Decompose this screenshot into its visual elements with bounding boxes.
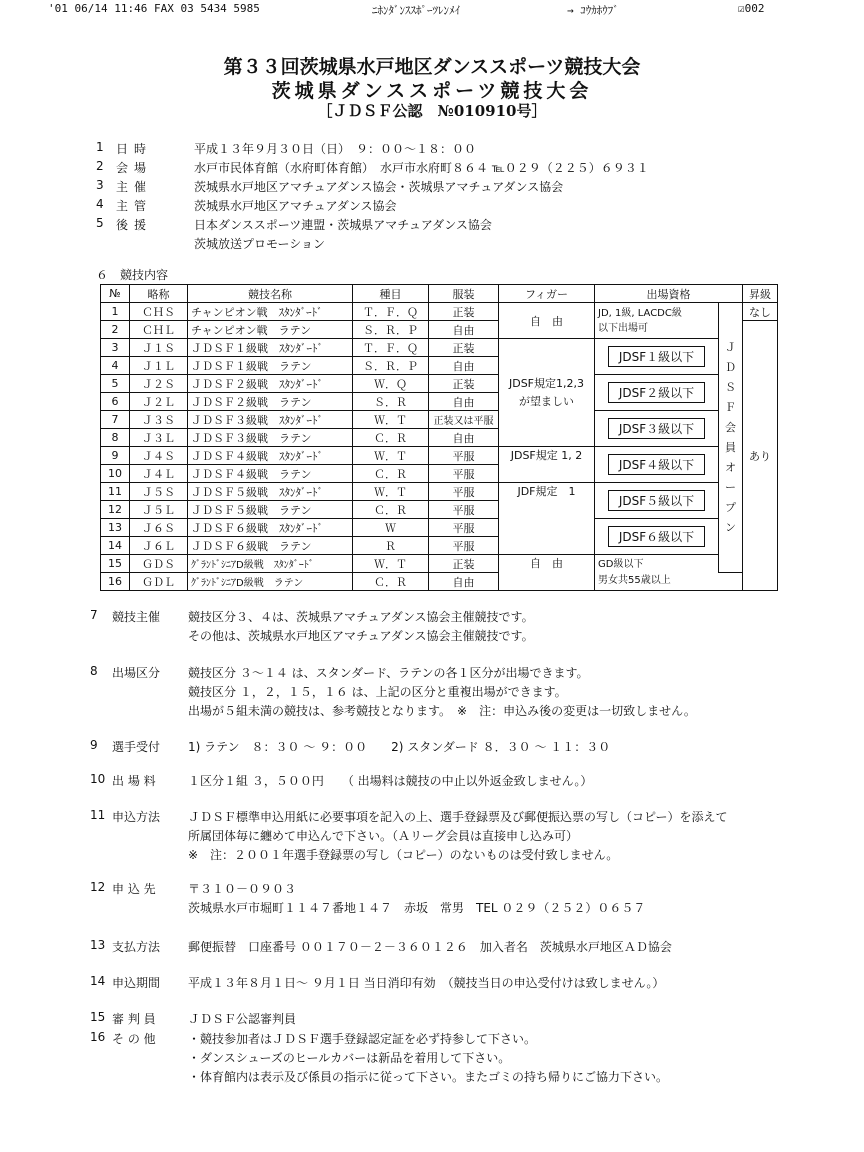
qual-level-6 — [595, 519, 719, 555]
info-row — [96, 216, 796, 234]
section-body — [188, 772, 592, 791]
info-number: 1 — [96, 140, 104, 154]
row-attire: 平服 — [429, 501, 499, 519]
header-dances: 種目 — [353, 285, 429, 303]
promotion-none: なし — [743, 303, 778, 321]
qual-level-1-box: JDSF１級以下 — [608, 346, 705, 367]
row-attire: 平服 — [429, 519, 499, 537]
section-number: 10 — [90, 772, 106, 786]
section-line: 競技区分 １，２，１５，１６ は、上記の区分と重複出場ができます。 — [188, 685, 567, 699]
section-key: 申込期間 — [112, 976, 161, 990]
section-body — [188, 938, 672, 957]
row-event-name: ＪＤＳＦ５級戦 ラテン — [188, 501, 353, 519]
info-row — [96, 140, 796, 158]
row-dances: Ｔ．Ｆ．Ｑ — [353, 303, 429, 321]
row-attire: 平服 — [429, 465, 499, 483]
fax-header-left: '01 06/14 11:46 FAX 03 5434 5985 — [48, 2, 260, 15]
section-line: ＪＤＳＦ標準申込用紙に必要事項を記入の上、選手登録票及び郵便振込票の写し（コピー）を添えて — [188, 810, 728, 824]
section-line: 競技区分 ３～１４ は、スタンダード、ラテンの各１区分が出場できます。 — [188, 666, 589, 680]
header-no: № — [101, 285, 130, 303]
figure-jdf-1: JDF規定 1 — [499, 483, 595, 555]
info-number: 4 — [96, 197, 104, 211]
info-value: 水戸市民体育館（水府町体育館） 水戸市水府町８６４ ℡０２９（２２５）６９３１ — [194, 161, 649, 175]
row-dances: Ｗ．Ｔ — [353, 555, 429, 573]
info-number: 5 — [96, 216, 104, 230]
info-value: 茨城県水戸地区アマチュアダンス協会 — [194, 199, 397, 213]
info-row — [96, 235, 796, 253]
section-key: 申 込 先 — [112, 882, 156, 896]
info-number: 2 — [96, 159, 104, 173]
info-key: 日時 — [116, 142, 153, 156]
qual-level-3 — [595, 411, 719, 447]
section-body — [188, 974, 664, 993]
row-dances: Ｓ．Ｒ．Ｐ — [353, 321, 429, 339]
fax-header-recipient: → ｺｳｶﾎｳﾌﾞ — [567, 4, 619, 17]
row-no: 13 — [101, 519, 130, 537]
fax-header-sender: ﾆﾎﾝﾀﾞﾝｽｽﾎﾟｰﾂﾚﾝﾒｲ — [372, 4, 460, 17]
row-abbr: Ｊ３Ｌ — [130, 429, 188, 447]
section-line: 1) ラテン ８：３０ ～ ９：００ 2) スタンダード ８．３０ ～ １１：３０ — [188, 740, 611, 754]
row-abbr: Ｊ３Ｓ — [130, 411, 188, 429]
section-line: ＪＤＳＦ公認審判員 — [188, 1012, 297, 1026]
row-event-name: ＪＤＳＦ４級戦 ラテン — [188, 465, 353, 483]
row-no: 7 — [101, 411, 130, 429]
section-number: 16 — [90, 1030, 106, 1044]
row-abbr: Ｊ２Ｓ — [130, 375, 188, 393]
row-no: 3 — [101, 339, 130, 357]
row-event-name: ＪＤＳＦ４級戦 ｽﾀﾝﾀﾞｰﾄﾞ — [188, 447, 353, 465]
row-no: 2 — [101, 321, 130, 339]
section-key: 出場区分 — [112, 666, 161, 680]
section-line: １区分１組 ３，５００円 （ 出場料は競技の中止以外返金致しません。） — [188, 774, 593, 788]
figure-jdsf-123-line1: JDSF規定1,2,3 — [508, 376, 584, 390]
section-body — [188, 1030, 668, 1087]
row-no: 9 — [101, 447, 130, 465]
section-body — [188, 608, 534, 646]
section-number: 11 — [90, 808, 106, 822]
figure-free-grand: 自 由 — [499, 555, 595, 591]
row-no: 14 — [101, 537, 130, 555]
row-attire: 正装 — [429, 555, 499, 573]
section-number: 13 — [90, 938, 106, 952]
row-event-name: ｸﾞﾗﾝﾄﾞｼﾆｱD級戦 ｽﾀﾝﾀﾞｰﾄﾞ — [188, 555, 353, 573]
section-number: 12 — [90, 880, 106, 894]
section-body — [188, 808, 728, 865]
row-no: 16 — [101, 573, 130, 591]
section-key: 出 場 料 — [112, 774, 156, 788]
info-key: 主管 — [116, 199, 153, 213]
row-attire: 平服 — [429, 537, 499, 555]
info-key: 会場 — [116, 161, 153, 175]
header-attire: 服装 — [429, 285, 499, 303]
figure-jdsf-12: JDSF規定 1, 2 — [499, 447, 595, 483]
row-attire: 正装 — [429, 303, 499, 321]
row-attire: 自由 — [429, 321, 499, 339]
row-event-name: チャンピオン戦 ｽﾀﾝﾀﾞｰﾄﾞ — [188, 303, 353, 321]
qual-level-2-box: JDSF２級以下 — [608, 382, 705, 403]
competition-table — [100, 284, 778, 591]
row-event-name: ＪＤＳＦ２級戦 ｽﾀﾝﾀﾞｰﾄﾞ — [188, 375, 353, 393]
qual-level-5 — [595, 483, 719, 519]
section-number: 7 — [90, 608, 98, 622]
title-sub: 茨城県ダンススポーツ競技大会 — [271, 80, 593, 102]
row-no: 6 — [101, 393, 130, 411]
row-event-name: ｸﾞﾗﾝﾄﾞｼﾆｱD級戦 ラテン — [188, 573, 353, 591]
row-dances: Ｃ．Ｒ — [353, 573, 429, 591]
qual-grand-senior — [595, 555, 743, 591]
qual-level-1 — [595, 339, 719, 375]
section-line: 出場が５組未満の競技は、参考競技となります。 ※ 注：申込み後の変更は一切致しません。 — [188, 704, 696, 718]
row-abbr: Ｊ１Ｓ — [130, 339, 188, 357]
row-attire: 平服 — [429, 483, 499, 501]
section-line: 所属団体毎に纏めて申込んで下さい。（Ａリーグ会員は直接申し込み可） — [188, 829, 579, 843]
table-row — [101, 447, 778, 465]
info-value: 平成１３年９月３０日（日） ９：００～１８：００ — [194, 142, 477, 156]
info-row — [96, 178, 796, 196]
section-line: その他は、茨城県水戸地区アマチュアダンス協会主催競技です。 — [188, 629, 534, 643]
row-attire: 自由 — [429, 573, 499, 591]
info-value: 茨城県水戸地区アマチュアダンス協会・茨城県アマチュアダンス協会 — [194, 180, 564, 194]
table-row — [101, 555, 778, 573]
row-abbr: Ｊ５Ｌ — [130, 501, 188, 519]
row-abbr: Ｊ６Ｌ — [130, 537, 188, 555]
row-attire: 自由 — [429, 393, 499, 411]
row-event-name: ＪＤＳＦ５級戦 ｽﾀﾝﾀﾞｰﾄﾞ — [188, 483, 353, 501]
row-dances: Ｗ．Ｔ — [353, 483, 429, 501]
section-line: 〒３１０－０９０３ — [188, 882, 297, 896]
section-number: 14 — [90, 974, 106, 988]
row-event-name: チャンピオン戦 ラテン — [188, 321, 353, 339]
row-event-name: ＪＤＳＦ２級戦 ラテン — [188, 393, 353, 411]
section-line: ・体育館内は表示及び係員の指示に従って下さい。またゴミの持ち帰りにご協力下さい。 — [188, 1070, 669, 1084]
section-line: 平成１３年８月１日～ ９月１日 当日消印有効 （競技当日の申込受付けは致しません。） — [188, 976, 665, 990]
section-number: 9 — [90, 738, 98, 752]
section-key: 選手受付 — [112, 740, 161, 754]
row-attire: 正装 — [429, 375, 499, 393]
qual-champion-line1: JD, 1級, LACDC級 — [598, 307, 682, 319]
row-no: 1 — [101, 303, 130, 321]
table-row — [101, 375, 778, 393]
row-abbr: ＧＤＬ — [130, 573, 188, 591]
section-key: そ の 他 — [112, 1032, 156, 1046]
row-no: 8 — [101, 429, 130, 447]
row-dances: Ｔ．Ｆ．Ｑ — [353, 339, 429, 357]
row-no: 12 — [101, 501, 130, 519]
qual-champion — [595, 303, 719, 339]
row-attire: 正装又は平服 — [429, 411, 499, 429]
row-abbr: Ｊ２Ｌ — [130, 393, 188, 411]
row-dances: Ｒ — [353, 537, 429, 555]
row-no: 15 — [101, 555, 130, 573]
info-number: 3 — [96, 178, 104, 192]
row-event-name: ＪＤＳＦ１級戦 ｽﾀﾝﾀﾞｰﾄﾞ — [188, 339, 353, 357]
row-no: 10 — [101, 465, 130, 483]
row-dances: Ｗ — [353, 519, 429, 537]
section-key: 申込方法 — [112, 810, 161, 824]
info-value: 茨城放送プロモーション — [194, 237, 326, 251]
section-number: 8 — [90, 664, 98, 678]
section-key: 支払方法 — [112, 940, 161, 954]
section-key: 審 判 員 — [112, 1012, 156, 1026]
row-abbr: ＧＤＳ — [130, 555, 188, 573]
row-event-name: ＪＤＳＦ１級戦 ラテン — [188, 357, 353, 375]
qual-level-4 — [595, 447, 719, 483]
qual-level-3-box: JDSF３級以下 — [608, 418, 705, 439]
section-body — [188, 738, 610, 757]
row-event-name: ＪＤＳＦ３級戦 ラテン — [188, 429, 353, 447]
qual-grand-senior-line1: GD級以下 — [598, 558, 644, 570]
section-line: ※ 注：２００１年選手登録票の写し（コピー）のないものは受付致しません。 — [188, 848, 619, 862]
title-main: 第３３回茨城県水戸地区ダンススポーツ競技大会 — [223, 56, 641, 78]
section-body — [188, 664, 696, 721]
header-event-name: 競技名称 — [188, 285, 353, 303]
header-abbr: 略称 — [130, 285, 188, 303]
row-dances: Ｓ．Ｒ．Ｐ — [353, 357, 429, 375]
header-qualification: 出場資格 — [595, 285, 743, 303]
row-attire: 自由 — [429, 357, 499, 375]
table-row — [101, 411, 778, 429]
row-dances: Ｃ．Ｒ — [353, 465, 429, 483]
row-dances: Ｗ．Ｔ — [353, 447, 429, 465]
row-abbr: Ｊ１Ｌ — [130, 357, 188, 375]
section-body — [188, 880, 645, 918]
qual-level-5-box: JDSF５級以下 — [608, 490, 705, 511]
section-number: 15 — [90, 1010, 106, 1024]
qual-jdsf-open: ＪＤＳＦ会員オープン — [719, 303, 743, 573]
section-line: 茨城県水戸市堀町１１４７番地１４７ 赤坂 常男 TEL ０２９（２５２）０６５７ — [188, 901, 646, 915]
table-header-row — [101, 285, 778, 303]
row-abbr: Ｊ５Ｓ — [130, 483, 188, 501]
figure-free: 自 由 — [499, 303, 595, 339]
promotion-yes: あり — [743, 321, 778, 591]
section-line: ・ダンスシューズのヒールカバーは新品を着用して下さい。 — [188, 1051, 511, 1065]
table-row — [101, 303, 778, 321]
qual-level-6-box: JDSF６級以下 — [608, 526, 705, 547]
section-line: 競技区分３、４は、茨城県アマチュアダンス協会主催競技です。 — [188, 610, 534, 624]
qual-champion-line2: 以下出場可 — [598, 322, 648, 334]
row-no: 11 — [101, 483, 130, 501]
row-abbr: Ｊ６Ｓ — [130, 519, 188, 537]
figure-jdsf-123 — [499, 339, 595, 447]
info-value: 日本ダンススポーツ連盟・茨城県アマチュアダンス協会 — [194, 218, 492, 232]
row-event-name: ＪＤＳＦ６級戦 ラテン — [188, 537, 353, 555]
row-event-name: ＪＤＳＦ６級戦 ｽﾀﾝﾀﾞｰﾄﾞ — [188, 519, 353, 537]
row-attire: 自由 — [429, 429, 499, 447]
fax-header-page: ☑002 — [738, 2, 765, 15]
section-body — [188, 1010, 296, 1029]
row-dances: Ｓ．Ｒ — [353, 393, 429, 411]
section-line: 郵便振替 口座番号 ００１７０－２－３６０１２６ 加入者名 茨城県水戸地区ＡＤ協会 — [188, 940, 672, 954]
row-attire: 正装 — [429, 339, 499, 357]
table-row — [101, 339, 778, 357]
section-key: 競技主催 — [112, 610, 161, 624]
table-row — [101, 483, 778, 501]
info-row — [96, 197, 796, 215]
section-line: ・競技参加者はＪＤＳＦ選手登録認定証を必ず持参して下さい。 — [188, 1032, 537, 1046]
row-dances: Ｗ．Ｔ — [353, 411, 429, 429]
qual-level-4-box: JDSF４級以下 — [608, 454, 705, 475]
row-dances: Ｃ．Ｒ — [353, 501, 429, 519]
row-abbr: Ｊ４Ｌ — [130, 465, 188, 483]
row-no: 5 — [101, 375, 130, 393]
row-attire: 平服 — [429, 447, 499, 465]
row-no: 4 — [101, 357, 130, 375]
qual-grand-senior-line2: 男女共55歳以上 — [598, 574, 671, 586]
figure-jdsf-123-line2: が望ましい — [519, 394, 574, 408]
header-figure: フィガー — [499, 285, 595, 303]
info-key: 主催 — [116, 180, 153, 194]
row-dances: Ｃ．Ｒ — [353, 429, 429, 447]
table-label: ６ 競技内容 — [96, 268, 169, 282]
header-promotion: 昇級 — [743, 285, 778, 303]
title-certification: ［ＪＤＳＦ公認 №010910号］ — [317, 102, 547, 120]
row-abbr: Ｊ４Ｓ — [130, 447, 188, 465]
table-row — [101, 519, 778, 537]
row-event-name: ＪＤＳＦ３級戦 ｽﾀﾝﾀﾞｰﾄﾞ — [188, 411, 353, 429]
info-key: 後援 — [116, 218, 153, 232]
row-abbr: ＣＨＬ — [130, 321, 188, 339]
qual-level-2 — [595, 375, 719, 411]
info-row — [96, 159, 796, 177]
row-dances: Ｗ．Ｑ — [353, 375, 429, 393]
row-abbr: ＣＨＳ — [130, 303, 188, 321]
